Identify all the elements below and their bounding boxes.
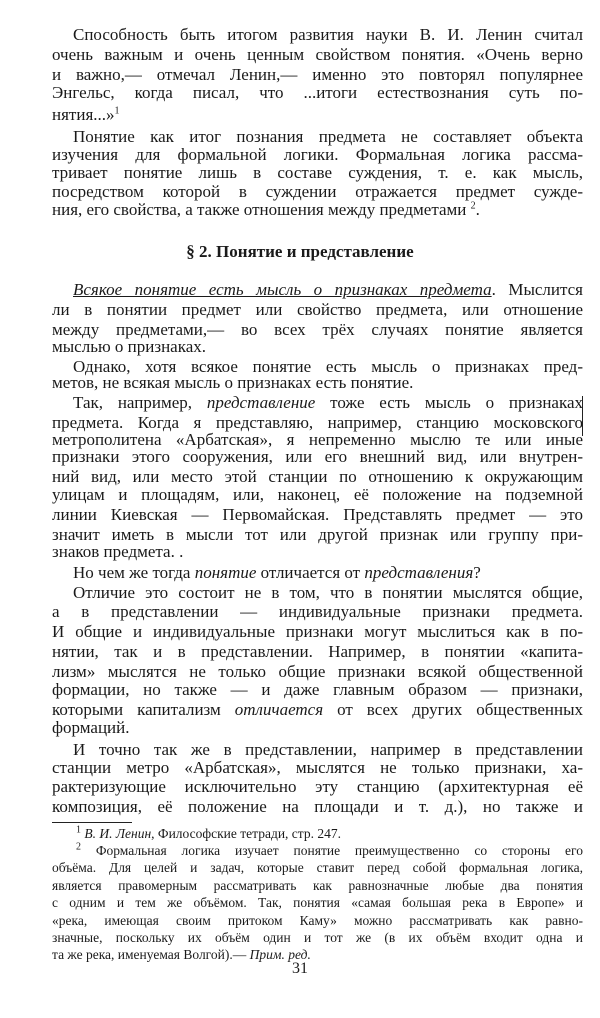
text-span: Так, например,: [73, 393, 207, 412]
text-span: станции метро «Арбатская», мыслятся не только признаки, ха-: [52, 758, 583, 777]
text-span: .: [475, 200, 480, 219]
text-line: [52, 105, 583, 125]
text-line: [52, 373, 583, 393]
text-span: очень важным и очень ценным свойством понятия. «Очень верно: [52, 45, 583, 64]
text-span: метрополитена «Арбатская», я непременно мыслю те или иные: [52, 430, 583, 449]
text-span: объёма. Для целей и задач, которые ставит перед собой формальная логика,: [52, 860, 583, 875]
footnote-line: [76, 826, 583, 842]
text-span: ?: [473, 563, 481, 582]
text-span: композиция, её положение на площади и т. д.), но также и: [52, 797, 583, 816]
text-span: та же река, именуемая Волгой).—: [52, 947, 250, 962]
text-line: [52, 602, 583, 622]
text-span: мыслью о признаках.: [52, 337, 207, 356]
footnote-line: [52, 947, 583, 963]
text-line: [73, 127, 583, 147]
footnote-ref: 1: [76, 824, 81, 836]
page-number: 31: [292, 960, 308, 977]
text-line: [73, 563, 583, 583]
text-line: [52, 642, 583, 662]
text-span: Понятие как итог познания предмета не составляет объекта: [73, 127, 583, 146]
text-line: [52, 718, 583, 738]
text-span: линии Киевская — Первомайская. Представлять предмет — это: [52, 505, 583, 524]
text-span: формаций.: [52, 718, 130, 737]
text-span: является правомерным рассматривать как равнозначные любые два понятия: [52, 878, 583, 893]
text-span: знаков предмета. .: [52, 542, 184, 561]
text-span: тривает понятие лишь в составе суждения, т. е. как мысль,: [52, 163, 583, 182]
text-line: [73, 740, 583, 760]
text-span: Однако, хотя всякое понятие есть мысль о признаках пред-: [73, 357, 583, 376]
text-line: [52, 700, 583, 720]
text-span: которыми капитализм: [52, 700, 235, 719]
section-heading: § 2. Понятие и представление: [186, 242, 414, 261]
text-line: [52, 45, 583, 65]
text-line: [73, 25, 583, 45]
footnote-ref: 2: [76, 841, 81, 853]
text-line: [52, 337, 583, 357]
emphasis-text: Прим. ред.: [249, 947, 311, 962]
footnote-line: [52, 913, 583, 929]
emphasis-text: понятие: [194, 563, 257, 582]
text-span: нятии, так и в представлении. Например, в понятии «капита-: [52, 642, 583, 661]
text-span: а в представлении — индивидуальные признаки предмета.: [52, 602, 583, 621]
text-span: нятия...»: [52, 105, 115, 124]
text-span: «река, имеющая своим притоком Каму» можно рассматривать как равно-: [52, 913, 583, 928]
footnote-line: [52, 860, 583, 876]
text-span: от всех других общественных: [323, 700, 583, 719]
text-span: между предметами,— во всех трёх случаях понятие является: [52, 320, 583, 339]
text-span: ли в понятии предмет или свойство предмета, или отношение: [52, 300, 583, 319]
text-line: [52, 505, 583, 525]
text-line: [52, 182, 583, 202]
emphasis-text: представления: [364, 563, 474, 582]
text-line: [73, 393, 583, 413]
text-line: [52, 447, 583, 467]
footnote-ref: 1: [114, 105, 120, 117]
text-span: улицам и площадям, или, наконец, её положение на подземной: [52, 485, 583, 504]
text-span: Но чем же тогда: [73, 563, 195, 582]
text-span: Формальная логика изучает понятие преимущественно со стороны его: [81, 843, 583, 858]
footnote-line: [76, 843, 583, 859]
text-line: [52, 758, 583, 778]
text-span: Способность быть итогом развития науки В. И. Ленин считал: [73, 25, 583, 44]
text-span: значные, поскольку их объём один и тот же (в их объём входит одна и: [52, 930, 583, 945]
text-span: и важно,— отмечал Ленин,— именно это повторял популярнее: [52, 65, 583, 84]
emphasis-text: представление: [206, 393, 316, 412]
text-span: с одним и тем же объёмом. Так, понятия «самая большая река в Европе» и: [52, 895, 583, 910]
text-line: [73, 583, 583, 603]
emphasis-text: В. И. Ленин: [84, 826, 152, 841]
text-span: И точно так же в представлении, например в представлении: [73, 740, 583, 759]
footnote-line: [52, 930, 583, 946]
footnote-line: [52, 895, 583, 911]
text-span: значит иметь в мысли тот или другой признак или группу при-: [52, 525, 583, 544]
text-line: [52, 542, 583, 562]
text-span: ний вид, или место этой станции по отношению к окружающим: [52, 467, 583, 486]
text-span: изучения для формальной логики. Формальная логика рассма-: [52, 145, 583, 164]
text-span: Энгельс, когда писал, что ...итоги естествознания суть по-: [52, 83, 583, 102]
text-span: Отличие это состоит не в том, что в понятии мыслятся общие,: [73, 583, 583, 602]
footnote-line: [52, 878, 583, 894]
text-line: [52, 622, 583, 642]
text-line: [52, 662, 583, 682]
text-line: [52, 680, 583, 700]
text-line: [52, 145, 583, 165]
text-span: . Мыслится: [491, 280, 583, 299]
text-line: [52, 65, 583, 85]
text-span: посредством которой в суждении отражается предмет сужде-: [52, 182, 583, 201]
text-line: [52, 83, 583, 103]
emphasis-text: Всякое понятие есть мысль о признаках предмета: [73, 280, 492, 299]
emphasis-text: отличается: [234, 700, 324, 719]
text-span: ния, его свойства, а также отношения между предметами: [52, 200, 471, 219]
text-span: метов, не всякая мысль о признаках есть понятие.: [52, 373, 414, 392]
text-span: , Философские тетради, стр. 247.: [151, 826, 341, 841]
text-span: И общие и индивидуальные признаки могут мыслиться как в по-: [52, 622, 583, 641]
text-span: предмета. Когда я представляю, например, станцию московского: [52, 413, 583, 432]
text-span: формации, но также — и даже главным образом — признаки,: [52, 680, 583, 699]
text-span: признаки этого сооружения, или его внешний вид, или внутрен-: [52, 447, 583, 466]
footnote-rule: [52, 822, 132, 823]
text-line: [52, 777, 583, 797]
text-span: отличается от: [256, 563, 365, 582]
text-line: [52, 200, 583, 220]
text-line: [52, 467, 583, 487]
text-line: [52, 485, 583, 505]
text-span: рактеризующие исключительно эту станцию (архитектурная её: [52, 777, 583, 796]
text-span: тоже есть мысль о признаках: [315, 393, 584, 412]
text-line: [73, 280, 583, 300]
text-line: [52, 163, 583, 183]
text-line: [52, 300, 583, 320]
text-span: лизм» мыслятся не только общие признаки всякой общественной: [52, 662, 583, 681]
text-line: [52, 797, 583, 817]
footnote-ref: 2: [470, 200, 476, 212]
